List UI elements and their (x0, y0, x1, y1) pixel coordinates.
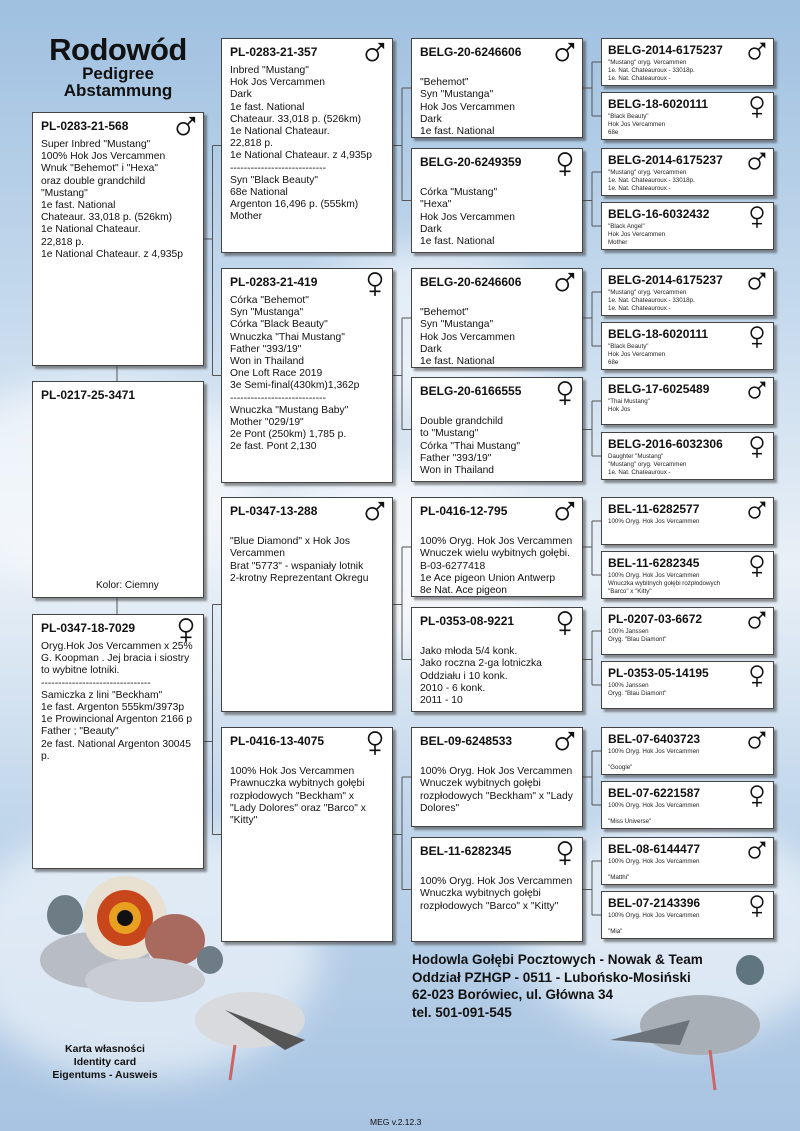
ring-number: PL-0353-05-14195 (608, 666, 709, 680)
ring-number: BELG-2016-6032306 (608, 437, 723, 451)
female-symbol-icon (747, 664, 767, 693)
description-line: "Barco" x "Kitty" (608, 588, 652, 595)
identity-card-label (30, 1043, 180, 1082)
color-label: Kolor: Ciemny (96, 580, 159, 591)
description-line: Hok Jos Vercammen (420, 211, 515, 223)
description-line: 100% Oryg. Hok Jos Vercammen (608, 518, 700, 525)
description-line (230, 524, 386, 536)
breeder-branch: Oddział PZHGP - 0511 - Lubońsko-Mosiński (412, 969, 691, 985)
ring-number: BEL-07-6403723 (608, 732, 701, 746)
description-line: 68e National (230, 187, 288, 199)
version-label: MEG v.2.12.3 (370, 1117, 422, 1127)
ring-number: PL-0217-25-3471 (41, 388, 136, 402)
pedigree-card-col4-11 (601, 607, 774, 655)
description-line: "Blue Diamond" x Hok Jos (230, 536, 351, 548)
pedigree-card-col4-4 (601, 202, 774, 250)
description-line: "Black Beauty" (608, 113, 649, 120)
description-line: Wnuczek wielu wybitnych gołębi. (420, 548, 570, 560)
pigeon-description (412, 518, 582, 597)
description-line: 22,818 p. (41, 236, 84, 248)
breeder-info (412, 951, 703, 1021)
female-symbol-icon (747, 784, 767, 813)
pigeon-description (222, 289, 392, 454)
description-line: Córka "Black Beauty" (230, 319, 328, 331)
female-symbol-icon (747, 554, 767, 583)
pedigree-card-col4-7 (601, 377, 774, 425)
description-line: Double grandchild (420, 416, 504, 428)
breeder-phone: tel. 501-091-545 (412, 1004, 512, 1020)
male-symbol-icon (554, 271, 576, 298)
description-line: Jako młoda 5/4 konk. (420, 646, 518, 658)
description-line: 2e fast. Pont 2,130 (230, 441, 317, 453)
pedigree-card-col4-12 (601, 661, 774, 709)
description-line: G. Koopman . Jej bracia i siostry (41, 653, 190, 665)
pedigree-card-col4-16 (601, 891, 774, 939)
description-line: 3e Semi-final(430km)1,362p (230, 380, 360, 392)
description-line: Chateaur. 33,018 p. (526km) (230, 113, 362, 125)
card-label-de: Eigentums - Ausweis (52, 1069, 158, 1081)
description-line: 1e fast. National (230, 101, 305, 113)
breeder-address: 62-023 Borówiec, ul. Główna 34 (412, 987, 614, 1002)
description-line: Syn "Mustanga" (230, 307, 304, 319)
description-line: "Mustang" oryg. Vercammen (608, 59, 687, 66)
description-line: 2011 - 10 (420, 695, 463, 707)
ring-number: PL-0283-21-568 (41, 119, 129, 133)
description-line: "Thai Mustang" (608, 398, 650, 405)
ring-number: BELG-2014-6175237 (608, 43, 723, 57)
pigeon-description (412, 59, 582, 138)
pedigree-card-col3-6 (411, 607, 583, 712)
ring-number: BELG-2014-6175237 (608, 273, 723, 287)
description-line: rozpłodowych "Beckham" x "Lady (420, 790, 573, 802)
male-symbol-icon (747, 271, 767, 296)
ring-number: PL-0283-21-419 (230, 275, 318, 289)
description-line: Father "393/19" (230, 343, 302, 355)
description-line: "Black Beauty" (608, 343, 649, 350)
description-line: rozpłodowych "Beckham" x (230, 790, 355, 802)
ring-number: PL-0347-13-288 (230, 504, 318, 518)
female-symbol-icon (747, 435, 767, 464)
description-line: Wnuczka wybitnych gołębi (420, 888, 541, 900)
description-line: rozpłodowych "Barco" x "Kitty" (420, 900, 559, 912)
description-line: 22,818 p. (230, 138, 273, 150)
ring-number: BEL-11-6282345 (608, 556, 700, 570)
description-line: "Google" (608, 764, 633, 771)
pedigree-card-col3-8 (411, 837, 583, 942)
pedigree-card-col4-15 (601, 837, 774, 885)
ring-number: BEL-07-2143396 (608, 896, 701, 910)
description-line: Daughter "Mustang" (608, 453, 664, 460)
description-line: B-03-6277418 (420, 560, 486, 572)
description-line: p. (41, 750, 50, 762)
description-line: 100% Janssen (608, 628, 649, 635)
description-line: Hok Jos Vercammen (420, 331, 515, 343)
pigeon-description (222, 59, 392, 224)
ring-number: BELG-20-6246606 (420, 275, 522, 289)
ring-number: BELG-18-6020111 (608, 97, 709, 111)
description-line: 2-krotny Reprezentant Okregu (230, 572, 369, 584)
description-line: to "Mustang" (420, 428, 479, 440)
description-line: 100% Oryg. Hok Jos Vercammen (608, 748, 700, 755)
description-line: Hok Jos Vercammen (608, 121, 666, 128)
description-line: Samiczka z lini "Beckham" (41, 689, 163, 701)
male-symbol-icon (175, 115, 197, 142)
description-line (608, 756, 773, 764)
pigeon-description (33, 402, 203, 408)
description-line: 100% Hok Jos Vercammen (41, 151, 166, 163)
male-symbol-icon (747, 500, 767, 525)
description-line: 100% Janssen (608, 682, 649, 689)
description-line: Syn "Black Beauty" (230, 174, 319, 186)
description-line: Mother "029/19" (230, 417, 304, 429)
pigeon-description (412, 289, 582, 368)
pigeon-description (222, 518, 392, 585)
description-line: 100% Oryg. Hok Jos Vercammen (608, 912, 700, 919)
pedigree-card-col3-5 (411, 497, 583, 597)
description-line: to wybitne lotniki. (41, 665, 120, 677)
male-symbol-icon (364, 500, 386, 527)
description-line: 100% Oryg. Hok Jos Vercammen (608, 802, 700, 809)
description-line: 1e National Chateaur. z 4,935p (41, 248, 183, 260)
pigeon-description (33, 635, 203, 763)
female-symbol-icon (175, 617, 197, 648)
description-line: 68e (608, 129, 619, 136)
description-line: 8e Nat. Ace pigeon (420, 585, 508, 597)
description-line: 1e. Nat. Chateauroux - (608, 185, 671, 192)
description-line: "Mustang" oryg. Vercammen (608, 169, 687, 176)
description-line: Oryg. "Blau Diamont" (608, 636, 667, 643)
pedigree-card-col3-4 (411, 377, 583, 482)
description-line: "Behemot" (420, 307, 469, 319)
female-symbol-icon (364, 730, 386, 761)
description-line: 100% Hok Jos Vercammen (230, 766, 355, 778)
description-line: 1e Ace pigeon Union Antwerp (420, 572, 556, 584)
pedigree-card-col2-3 (221, 497, 393, 712)
description-line: ---------------------------- (230, 162, 327, 174)
description-line: 1e fast. Argenton 555km/3973p (41, 702, 185, 714)
pedigree-card-col4-1 (601, 38, 774, 86)
description-line: Won in Thailand (230, 356, 305, 368)
description-line: Father "393/19" (420, 452, 492, 464)
ring-number: PL-0416-13-4075 (230, 734, 325, 748)
description-line: Vercammen (230, 548, 285, 560)
description-line: "Behemot" (420, 77, 469, 89)
description-line: Hok Jos Vercammen (420, 101, 515, 113)
pedigree-card-col3-3 (411, 268, 583, 368)
description-line: "Mustang" oryg. Vercammen (608, 461, 687, 468)
male-symbol-icon (747, 730, 767, 755)
description-line: "Miss Universe" (608, 818, 652, 825)
description-line: "Kitty" (230, 815, 258, 827)
title-pedigree: Pedigree (82, 64, 154, 83)
description-line: "Hexa" (420, 199, 452, 211)
pedigree-title (28, 34, 208, 99)
pedigree-card-col4-8 (601, 432, 774, 480)
female-symbol-icon (364, 271, 386, 302)
description-line: Córka "Behemot" (230, 295, 309, 306)
description-line: 1e fast. National (420, 126, 495, 138)
description-line: 2e fast. National Argenton 30045 (41, 738, 191, 750)
description-line: Prawnuczka wybitnych gołębi (230, 778, 365, 790)
ring-number: BELG-17-6025489 (608, 382, 710, 396)
female-symbol-icon (747, 205, 767, 234)
description-line: 100% Oryg. Hok Jos Vercammen (420, 766, 573, 778)
male-symbol-icon (554, 500, 576, 527)
title-abstammung: Abstammung (63, 81, 173, 100)
description-line (420, 65, 576, 77)
pigeon-illustration-center (185, 940, 335, 1090)
description-line (420, 175, 576, 187)
description-line: Wnuczka "Thai Mustang" (230, 331, 345, 343)
ring-number: BEL-08-6144477 (608, 842, 701, 856)
description-line: 1e fast. National (41, 200, 116, 212)
ring-number: BELG-2014-6175237 (608, 153, 723, 167)
pedigree-card-col2-1 (221, 38, 393, 253)
description-line: 2e Pont (250km) 1,785 p. (230, 429, 347, 441)
description-line: Dolores" (420, 802, 460, 814)
female-symbol-icon (554, 380, 576, 411)
description-line: 1e. Nat. Chateauroux - (608, 75, 671, 82)
description-line: Dark (420, 113, 442, 125)
description-line: Father ; "Beauty" (41, 726, 119, 738)
description-line: Brat "5773" - wspaniały lotnik (230, 560, 364, 572)
description-line: Super Inbred "Mustang" (41, 139, 151, 150)
ring-number: BELG-18-6020111 (608, 327, 709, 341)
description-line: One Loft Race 2019 (230, 368, 323, 380)
pedigree-card-col4-5 (601, 268, 774, 316)
ring-number: PL-0207-03-6672 (608, 612, 703, 626)
pedigree-card-col1-1 (32, 112, 204, 366)
ring-number: BEL-11-6282345 (420, 844, 512, 858)
description-line: Wnuczek wybitnych gołębi (420, 778, 541, 790)
description-line: Dark (420, 223, 442, 235)
description-line (420, 295, 576, 307)
description-line: 1e. Nat. Chateauroux - 33018p. (608, 177, 695, 184)
description-line: Syn "Mustanga" (420, 319, 494, 331)
description-line (420, 864, 576, 876)
title-rodowod: Rodowód (49, 32, 187, 67)
description-line: Wnuk "Behemot" i "Hexa" (41, 163, 159, 175)
description-line: 1e National Chateaur. z 4,935p (230, 150, 372, 162)
ring-number: BEL-07-6221587 (608, 786, 701, 800)
female-symbol-icon (747, 894, 767, 923)
pigeon-description (33, 133, 203, 261)
description-line: Córka "Thai Mustang" (420, 440, 521, 452)
description-line: Jako roczna 2-ga lotniczka (420, 658, 542, 670)
description-line: -------------------------------- (41, 677, 151, 689)
female-symbol-icon (554, 610, 576, 641)
description-line: Hok Jos Vercammen (608, 231, 666, 238)
pedigree-card-col2-2 (221, 268, 393, 483)
female-symbol-icon (747, 95, 767, 124)
card-label-pl: Karta własności (65, 1043, 145, 1055)
description-line: "Lady Dolores" oraz "Barco" x (230, 802, 366, 814)
description-line: ---------------------------- (230, 392, 327, 404)
description-line: Chateaur. 33,018 p. (526km) (41, 212, 173, 224)
description-line: Hok Jos (608, 406, 631, 413)
description-line (420, 404, 576, 416)
description-line: Inbred "Mustang" (230, 65, 309, 76)
pedigree-card-col4-10 (601, 551, 774, 599)
description-line: 1e National Chateaur. (41, 224, 141, 236)
pedigree-card-col4-14 (601, 781, 774, 829)
male-symbol-icon (364, 41, 386, 68)
male-symbol-icon (747, 380, 767, 405)
pedigree-card-col4-9 (601, 497, 774, 545)
description-line: Hok Jos Vercammen (608, 351, 666, 358)
description-line: 1e. Nat. Chateauroux - (608, 305, 671, 312)
male-symbol-icon (747, 610, 767, 635)
pedigree-card-col4-3 (601, 148, 774, 196)
ring-number: BELG-20-6246606 (420, 45, 522, 59)
description-line: 100% Oryg. Hok Jos Vercammen (420, 536, 573, 548)
description-line (230, 754, 386, 766)
description-line: Dark (230, 89, 252, 101)
description-line: 100% Oryg. Hok Jos Vercammen (608, 572, 700, 579)
description-line: "Matthi" (608, 874, 630, 881)
pedigree-card-col1-2 (32, 381, 204, 598)
description-line: 1e. Nat. Chateauroux - 33018p. (608, 67, 695, 74)
ring-number: BELG-20-6166555 (420, 384, 522, 398)
breeder-name: Hodowla Gołębi Pocztowych - Nowak & Team (412, 952, 703, 967)
description-line: "Mustang" (41, 187, 88, 199)
description-line: Wnuczka "Mustang Baby" (230, 404, 349, 416)
ring-number: PL-0347-18-7029 (41, 621, 136, 635)
description-line: Dark (420, 343, 442, 355)
description-line: 2010 - 6 konk. (420, 682, 486, 694)
description-line: 1e fast. National (420, 236, 495, 248)
pedigree-card-col3-1 (411, 38, 583, 138)
description-line: 100% Oryg. Hok Jos Vercammen (608, 858, 700, 865)
description-line (420, 634, 576, 646)
ring-number: PL-0416-12-795 (420, 504, 508, 518)
description-line: Argenton 16,496 p. (555km) (230, 199, 359, 211)
male-symbol-icon (747, 840, 767, 865)
ring-number: BEL-09-6248533 (420, 734, 513, 748)
description-line: Oddziału i 10 konk. (420, 670, 508, 682)
pedigree-card-col1-3 (32, 614, 204, 869)
description-line: Oryg.Hok Jos Vercammen x 25% (41, 641, 193, 652)
ring-number: BEL-11-6282577 (608, 502, 700, 516)
description-line: Mother (230, 211, 263, 223)
description-line (420, 754, 576, 766)
description-line: 1e Prowincional Argenton 2166 p (41, 714, 193, 726)
pedigree-card-col4-6 (601, 322, 774, 370)
description-line (420, 524, 576, 536)
male-symbol-icon (747, 41, 767, 66)
description-line (608, 866, 773, 874)
description-line: 68e (608, 359, 619, 366)
description-line: Won in Thailand (420, 465, 495, 477)
female-symbol-icon (747, 325, 767, 354)
ring-number: BELG-16-6032432 (608, 207, 710, 221)
description-line: Wnuczka wybitnych gołębi rozpłodowych (608, 580, 721, 587)
pedigree-card-col4-2 (601, 92, 774, 140)
pedigree-card-col3-2 (411, 148, 583, 253)
description-line: "Mustang" oryg. Vercammen (608, 289, 687, 296)
description-line: Córka "Mustang" (420, 187, 498, 199)
ring-number: PL-0353-08-9221 (420, 614, 515, 628)
description-line: oraz double grandchild (41, 175, 146, 187)
description-line: Syn "Mustanga" (420, 89, 494, 101)
female-symbol-icon (554, 840, 576, 871)
description-line: 1e. Nat. Chateauroux - 33018p. (608, 297, 695, 304)
description-line: 1e fast. National (420, 356, 495, 368)
description-line: Hok Jos Vercammen (230, 77, 325, 89)
male-symbol-icon (554, 41, 576, 68)
description-line: 100% Oryg. Hok Jos Vercammen (420, 876, 573, 888)
male-symbol-icon (747, 151, 767, 176)
description-line: "Black Angel" (608, 223, 645, 230)
description-line: 1e National Chateaur. (230, 126, 330, 138)
ring-number: BELG-20-6249359 (420, 155, 522, 169)
description-line: "Mia" (608, 928, 623, 935)
male-symbol-icon (554, 730, 576, 757)
ring-number: PL-0283-21-357 (230, 45, 318, 59)
description-line: Mother (608, 239, 628, 246)
pigeon-description (412, 748, 582, 815)
female-symbol-icon (554, 151, 576, 182)
pedigree-card-col3-7 (411, 727, 583, 827)
card-label-en: Identity card (73, 1056, 137, 1068)
pedigree-card-col2-4 (221, 727, 393, 942)
description-line: 1e. Nat. Chateauroux - (608, 469, 671, 476)
description-line: Oryg. "Blau Diamont" (608, 690, 667, 697)
pedigree-card-col4-13 (601, 727, 774, 775)
